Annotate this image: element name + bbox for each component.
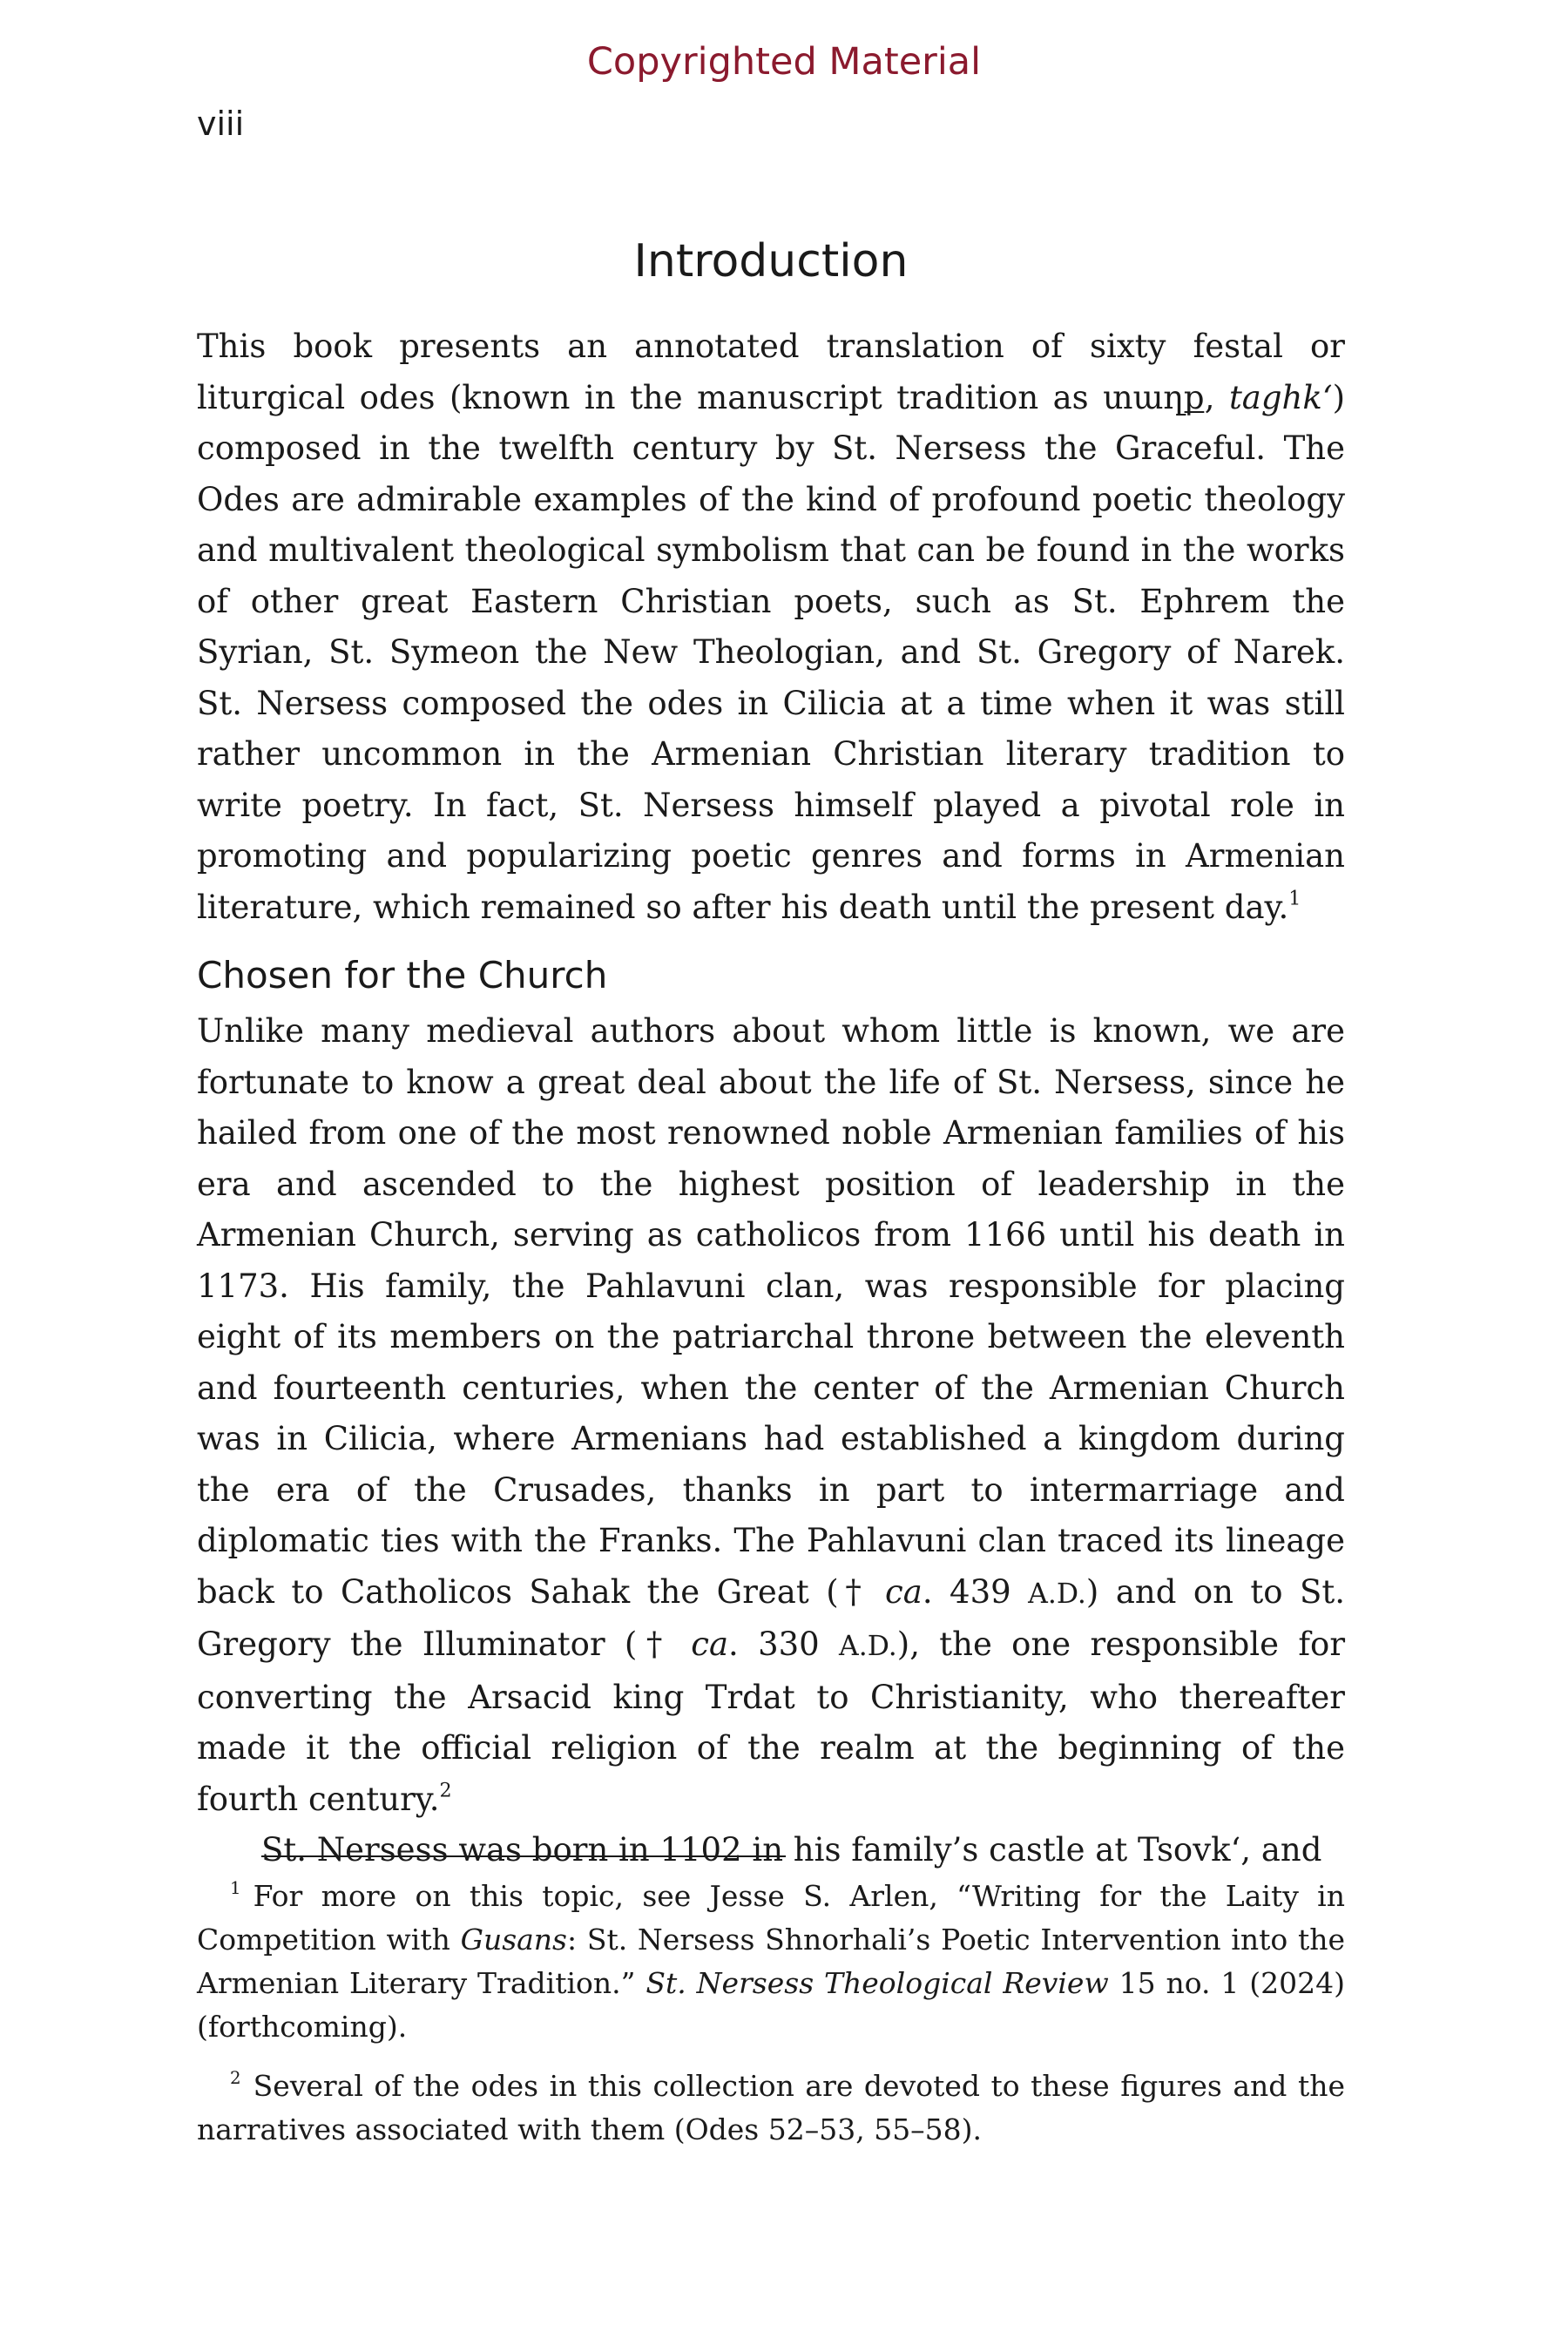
footnote-ref-2[interactable]: 2 xyxy=(439,1778,452,1801)
chosen-paragraph: Unlike many medieval authors about whom little is known, we are fortunate to know a great deal about the life of St. Nersess, since he hailed from one of the most renowned noble Armenian families of his era and ascended to the highest position of leadership in the Armenian Church, serving as catholicos from 1166 until his death in 1173. His family, the Pahlavuni clan, was responsible for placing eight of its members on the patriarchal throne between the eleventh and fourteenth centuries, when the center of the Armenian Church was in Cilicia, where Armenians had established a kingdom during the era of the Crusades, thanks in part to intermarriage and diplomatic ties with the Franks. The Pahlavuni clan traced its lineage back to Catholicos Sahak the Great († ca. 439 A.D.) and on to St. Gregory the Illuminator († ca. 330 A.D.), the one responsible for converting the Arsacid king Trdat to Christianity, who thereafter made it the official religion of the realm at the beginning of the fourth century.$^2$ xyxy=(197,1012,1346,1818)
subsection-title: Chosen for the Church xyxy=(197,954,608,997)
intro-paragraph: This book presents an annotated translation of sixty festal or liturgical odes (known in the manuscript tradition as տաղք, taghk‘) composed in the twelfth century by St. Nersess the Graceful. The Odes are admirable examples of the kind of profound poetic theology and multivalent theological symbolism that can be found in the works of other great Eastern Christian poets, such as St. Ephrem the Syrian, St. Symeon the New Theologian, and St. Gregory of Narek. St. Nersess composed the odes in Cilicia at a time when it was still rather uncommon in the Armenian Christian literary tradition to write poetry. In fact, St. Nersess himself played a pivotal role in promoting and popularizing poetic genres and forms in Armenian literature, which remained so after his death until the present day.$^1$ xyxy=(197,328,1345,926)
page-body xyxy=(197,231,1345,1876)
footnote-2: $^2$ Several of the odes in this collection are devoted to these figures and the narratives associated with them (Odes 52–53, 55–58). xyxy=(197,2068,1345,2146)
copyright-watermark: Copyrighted Material xyxy=(586,40,982,84)
footnote-ref-1[interactable]: 1 xyxy=(1288,886,1301,909)
footnotes xyxy=(197,1875,1345,2167)
section-title: Introduction xyxy=(633,235,909,287)
continuation-paragraph: St. Nersess was born in 1102 in his family’s castle at Tsovk‘, and xyxy=(261,1831,1322,1869)
taghk-term: taghk‘ xyxy=(1228,378,1333,416)
footnote-1: $^1$ For more on this topic, see Jesse S. Arlen, “Writing for the Laity in Competition with Gusans: St. Nersess Shnorhali’s Poetic Intervention into the Armenian Literary Tradition.” St. Nersess Theological Review 15 no. 1 (2024) (forthcoming). xyxy=(197,1878,1345,2044)
footnote-divider xyxy=(261,1855,786,1857)
page-number: viii xyxy=(197,105,245,143)
